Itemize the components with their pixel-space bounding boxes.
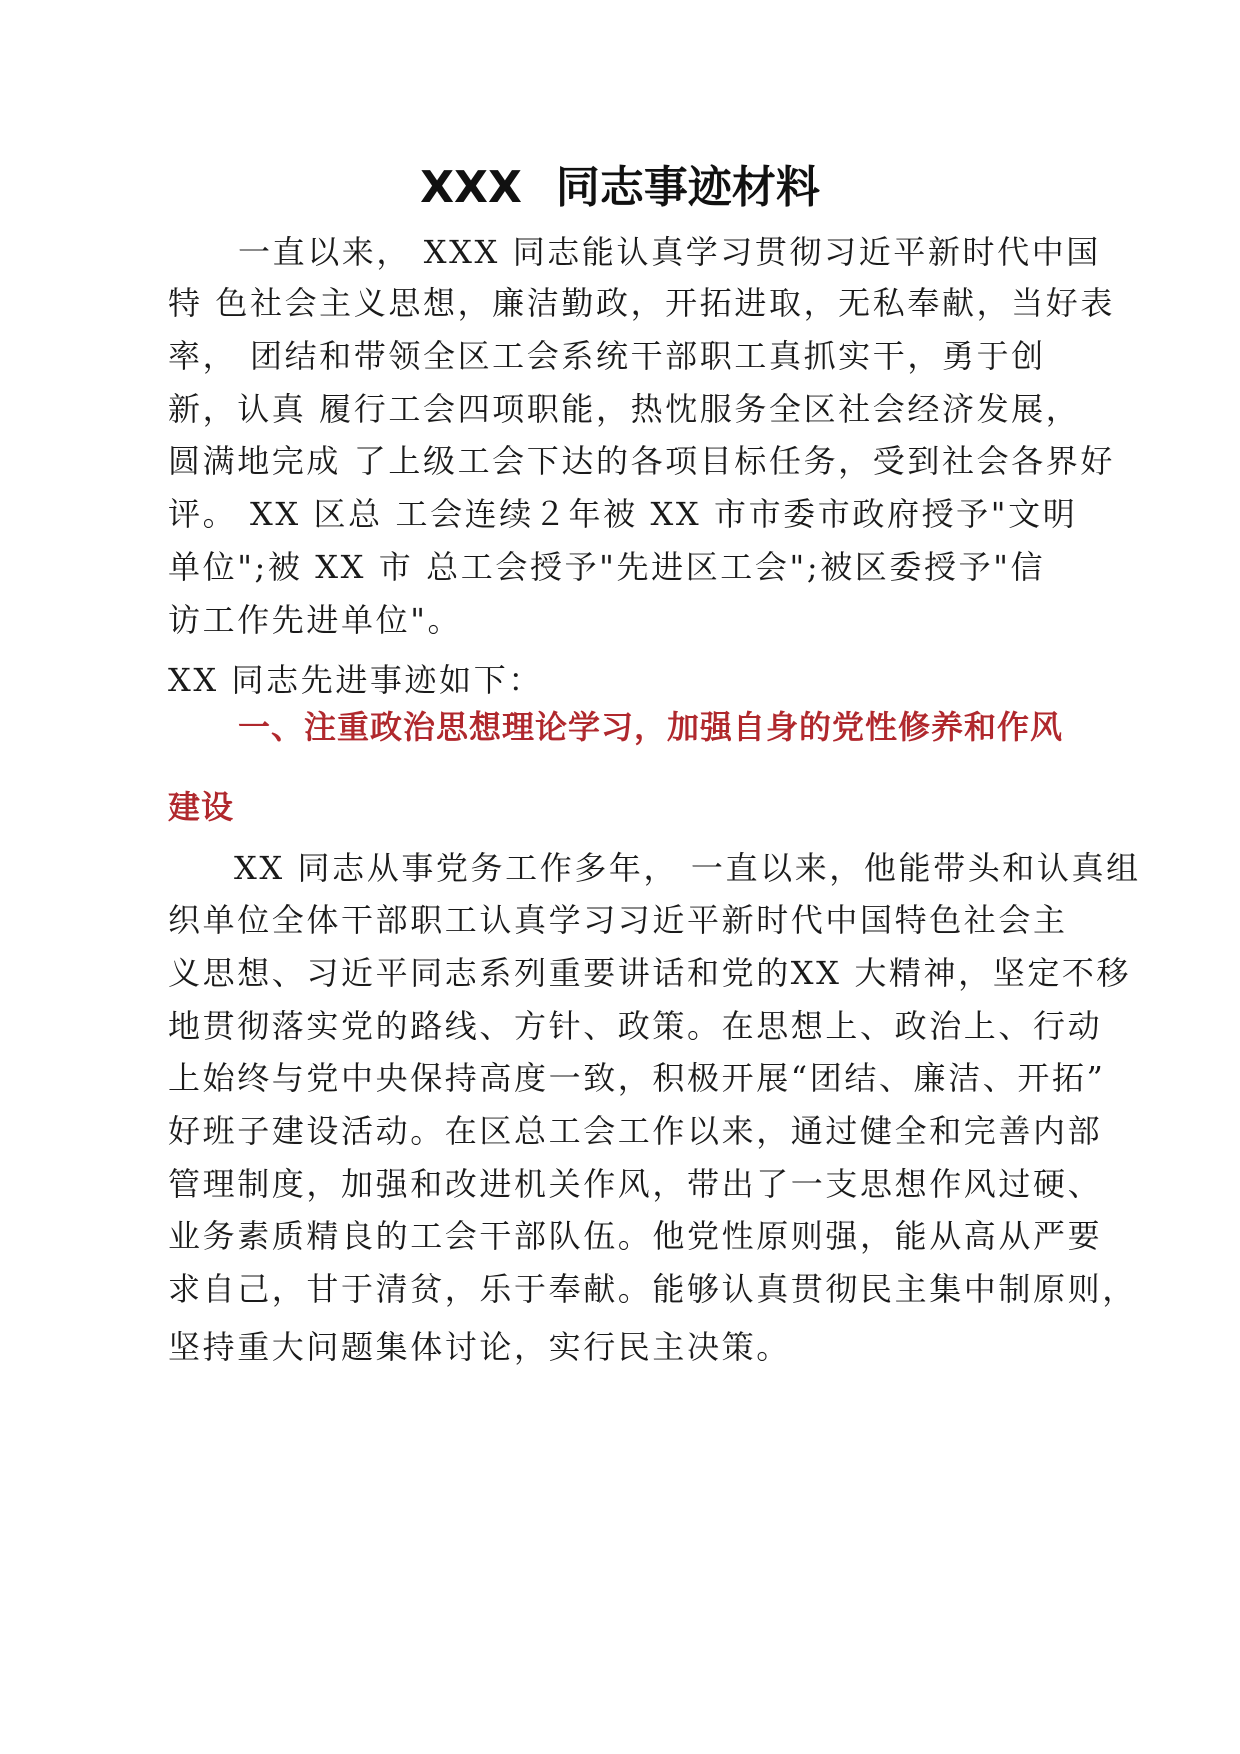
section-paragraph-line: 上始终与党中央保持高度一致，积极开展“团结、廉洁、开拓” bbox=[168, 1059, 1106, 1097]
intro-line: 圆满地完成 了上级工会下达的各项目标任务，受到社会各界好 bbox=[168, 442, 1115, 480]
section-paragraph-line: 好班子建设活动。在区总工会工作以来，通过健全和完善内部 bbox=[168, 1112, 1103, 1150]
section-heading-continued: 建设 bbox=[168, 788, 235, 826]
intro-line: 一直以来， XXX 同志能认真学习贯彻习近平新时代中国 bbox=[238, 233, 1101, 271]
section-paragraph-line: XX 同志从事党务工作多年， 一直以来，他能带头和认真组 bbox=[234, 849, 1141, 887]
section-paragraph-line: 地贯彻落实党的路线、方针、政策。在思想上、政治上、行动 bbox=[168, 1007, 1103, 1045]
section-paragraph-line: 求自己，甘于清贫，乐于奉献。能够认真贯彻民主集中制原则， bbox=[168, 1270, 1137, 1308]
document-title bbox=[0, 160, 1240, 216]
intro-line: 新，认真 履行工会四项职能，热忱服务全区社会经济发展， bbox=[168, 390, 1081, 428]
intro-line: 评。 XX 区总 工会连续２年被 XX 市市委市政府授予"文明 bbox=[168, 495, 1078, 533]
section-paragraph-line: 坚持重大问题集体讨论，实行民主决策。 bbox=[168, 1328, 791, 1366]
intro-line: 单位";被 XX 市 总工会授予"先进区工会";被区委授予"信 bbox=[168, 548, 1046, 586]
section-heading: 一、注重政治思想理论学习，加强自身的党性修养和作风 bbox=[238, 708, 1064, 746]
title-name: XXX bbox=[420, 162, 522, 213]
section-paragraph-line: 管理制度，加强和改进机关作风，带出了一支思想作风过硬、 bbox=[168, 1165, 1103, 1203]
lead-in-text: XX 同志先进事迹如下： bbox=[168, 661, 543, 699]
section-paragraph-line: 业务素质精良的工会干部队伍。他党性原则强，能从高从严要 bbox=[168, 1217, 1103, 1255]
title-rest: 同志事迹材料 bbox=[555, 162, 820, 213]
section-paragraph-line: 织单位全体干部职工认真学习习近平新时代中国特色社会主 bbox=[168, 901, 1068, 939]
section-paragraph-line: 义思想、习近平同志系列重要讲话和党的XX 大精神，坚定不移 bbox=[168, 954, 1132, 992]
intro-line: 特 色社会主义思想，廉洁勤政，开拓进取，无私奉献，当好表 bbox=[168, 284, 1115, 322]
intro-line: 率， 团结和带领全区工会系统干部职工真抓实干，勇于创 bbox=[168, 337, 1046, 375]
intro-line: 访工作先进单位"。 bbox=[168, 601, 463, 639]
